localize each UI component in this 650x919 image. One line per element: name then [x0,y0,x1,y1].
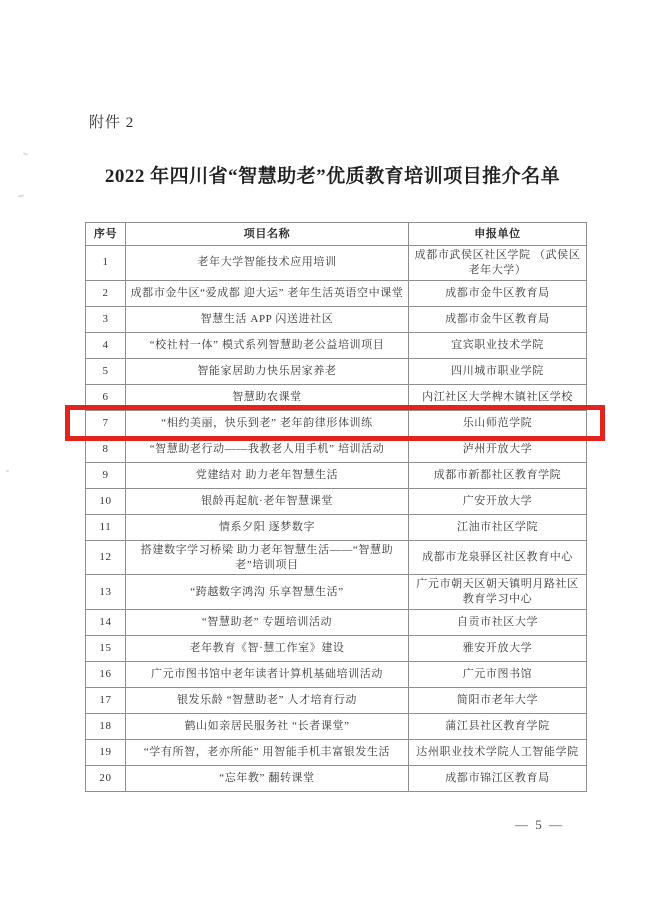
row-unit: 蒲江县社区教育学院 [409,714,587,740]
table-header-row [86,223,587,246]
column-header-unit: 申报单位 [409,223,587,246]
row-project: 党建结对 助力老年智慧生活 [126,462,409,488]
row-unit: 宜宾职业技术学院 [409,332,587,358]
row-unit: 广元市朝天区朝天镇明月路社区教育学习中心 [409,575,587,610]
row-project: 智能家居助力快乐居家养老 [126,358,409,384]
scan-speck [6,470,9,472]
table-wrapper [85,222,586,792]
table-row [86,246,587,281]
row-no: 11 [86,514,126,540]
table-row [86,610,587,636]
row-project: 老年大学智能技术应用培训 [126,246,409,281]
row-no: 12 [86,540,126,575]
table-row-highlighted [86,410,587,436]
row-unit: 成都市武侯区社区学院 （武侯区老年大学） [409,246,587,281]
row-no: 1 [86,246,126,281]
row-no: 9 [86,462,126,488]
row-project: “忘年教” 翻转课堂 [126,766,409,792]
table-row [86,332,587,358]
page-number: — 5 — [515,817,564,832]
table-row [86,514,587,540]
row-project: 成都市金牛区“爱成都 迎大运” 老年生活英语空中课堂 [126,280,409,306]
table-row [86,384,587,410]
row-project: 银发乐龄 “智慧助老” 人才培育行动 [126,688,409,714]
scan-speck [23,152,28,156]
row-unit: 简阳市老年大学 [409,688,587,714]
table-row [86,636,587,662]
row-project: “校社村一体” 模式系列智慧助老公益培训项目 [126,332,409,358]
row-project: “学有所智，老亦所能” 用智能手机丰富银发生活 [126,740,409,766]
row-unit: 泸州开放大学 [409,436,587,462]
table-row [86,436,587,462]
row-no: 13 [86,575,126,610]
row-no: 10 [86,488,126,514]
row-no: 2 [86,280,126,306]
row-project: 广元市图书馆中老年读者计算机基础培训活动 [126,662,409,688]
table-row [86,280,587,306]
row-unit: 广元市图书馆 [409,662,587,688]
row-project: 智慧助农课堂 [126,384,409,410]
row-unit: 雅安开放大学 [409,636,587,662]
table-row [86,306,587,332]
row-no: 8 [86,436,126,462]
table-row [86,688,587,714]
row-unit: 成都市金牛区教育局 [409,280,587,306]
row-unit: 自贡市社区大学 [409,610,587,636]
table-row [86,462,587,488]
row-project: 鹤山如亲居民服务社 “长者课堂” [126,714,409,740]
row-no: 14 [86,610,126,636]
table-row [86,575,587,610]
table-row [86,714,587,740]
row-no: 3 [86,306,126,332]
row-unit: 成都市锦江区教育局 [409,766,587,792]
row-project: 情系夕阳 逐梦数字 [126,514,409,540]
row-no: 18 [86,714,126,740]
row-project: 银龄再起航·老年智慧课堂 [126,488,409,514]
row-no: 6 [86,384,126,410]
row-project: “相约美丽，快乐到老” 老年韵律形体训练 [126,410,409,436]
row-unit: 四川城市职业学院 [409,358,587,384]
page-title: 2022 年四川省“智慧助老”优质教育培训项目推介名单 [104,166,561,187]
row-unit: 成都市龙泉驿区社区教育中心 [409,540,587,575]
table-row [86,488,587,514]
projects-table [85,222,587,792]
table-row [86,358,587,384]
row-project: “跨越数字鸿沟 乐享智慧生活” [126,575,409,610]
row-no: 5 [86,358,126,384]
row-no: 15 [86,636,126,662]
row-project: 搭建数字学习桥梁 助力老年智慧生活——“智慧助老”培训项目 [126,540,409,575]
table-row [86,766,587,792]
attachment-label: 附件 2 [89,115,135,131]
row-project: “智慧助老行动——我教老人用手机” 培训活动 [126,436,409,462]
table-row [86,540,587,575]
row-no: 19 [86,740,126,766]
row-unit: 江油市社区学院 [409,514,587,540]
row-no: 17 [86,688,126,714]
row-no: 4 [86,332,126,358]
row-project: 老年教育《智·慧工作室》建设 [126,636,409,662]
scan-speck [18,194,24,197]
row-no: 7 [86,410,126,436]
row-project: 智慧生活 APP 闪送进社区 [126,306,409,332]
column-header-no: 序号 [86,223,126,246]
row-unit: 内江社区大学椑木镇社区学校 [409,384,587,410]
row-no: 20 [86,766,126,792]
column-header-project: 项目名称 [126,223,409,246]
row-unit: 成都市金牛区教育局 [409,306,587,332]
row-project: “智慧助老” 专题培训活动 [126,610,409,636]
table-row [86,662,587,688]
table-row [86,740,587,766]
row-no: 16 [86,662,126,688]
row-unit: 达州职业技术学院人工智能学院 [409,740,587,766]
row-unit: 成都市新都社区教育学院 [409,462,587,488]
row-unit: 乐山师范学院 [409,410,587,436]
row-unit: 广安开放大学 [409,488,587,514]
